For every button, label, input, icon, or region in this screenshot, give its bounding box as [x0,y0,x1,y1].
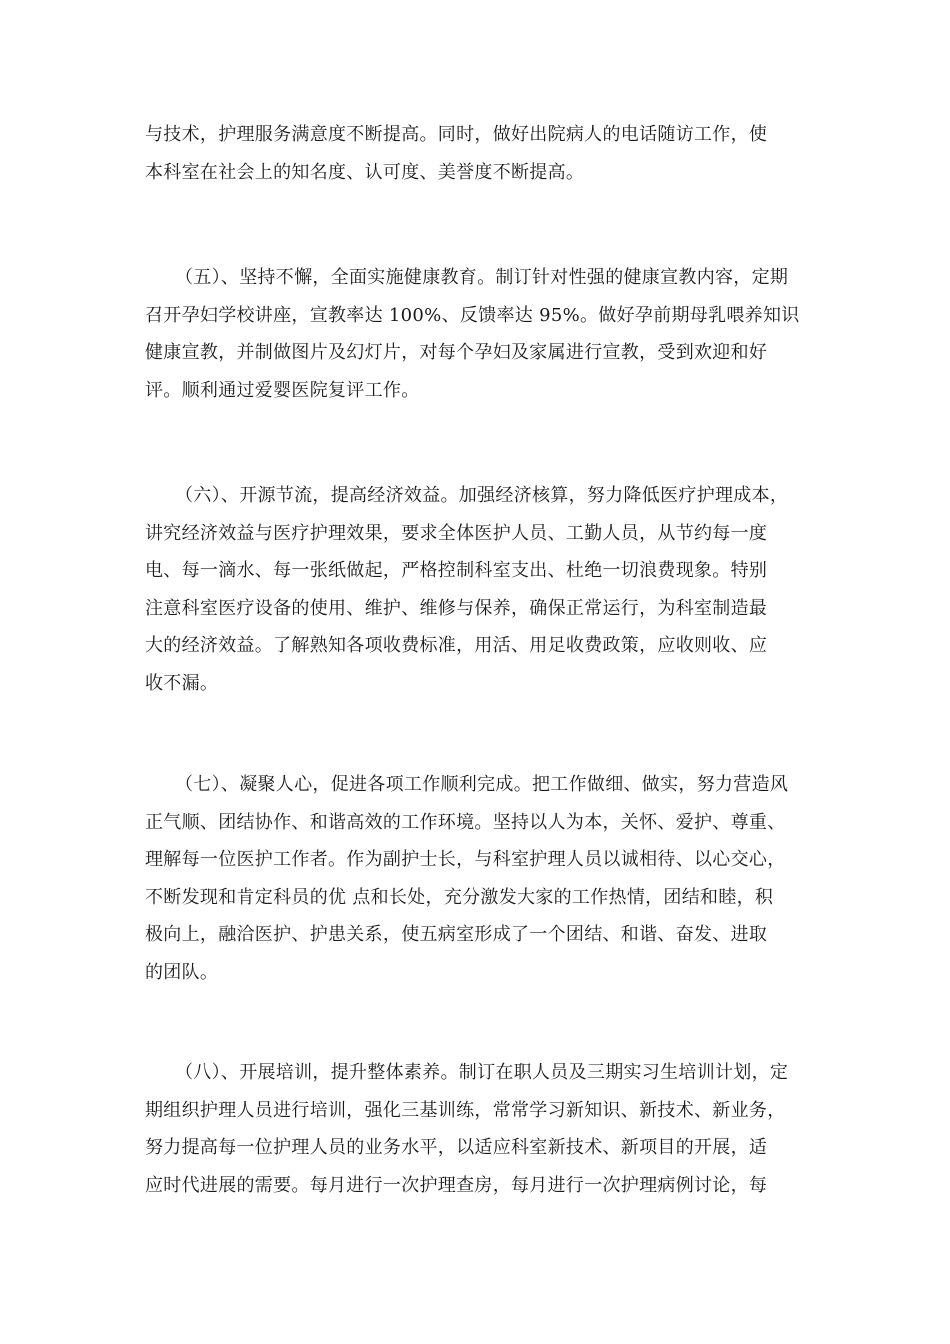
text-line: 与技术，护理服务满意度不断提高。同时，做好出院病人的电话随访工作，使 [145,124,768,145]
text-line: 电、每一滴水、每一张纸做起，严格控制科室支出、杜绝一切浪费现象。特别 [145,560,768,581]
paragraph-six [145,477,810,702]
text-line: （五）、坚持不懈，全面实施健康教育。制订针对性强的健康宣教内容，定期 [175,267,789,288]
text-line: 召开孕妇学校讲座，宣教率达 100%、反馈率达 95%。做好孕前期母乳喂养知识 [145,304,800,326]
text-line: 应时代进展的需要。每月进行一次护理查房，每月进行一次护理病例讨论，每 [145,1174,768,1196]
text-line: 注意科室医疗设备的使用、维护、维修与保养，确保正常运行，为科室制造最 [145,597,768,619]
paragraph-seven [145,766,810,991]
text-line: 极向上，融洽医护、护患关系，使五病室形成了一个团结、和谐、奋发、进取 [145,924,768,945]
paragraph-five [145,259,810,409]
text-line: 大的经济效益。了解熟知各项收费标准，用活、用足收费政策，应收则收、应 [145,635,768,656]
text-line: 健康宣教，并制做图片及幻灯片，对每个孕妇及家属进行宣教，受到欢迎和好 [145,342,768,363]
text-line: 不断发现和肯定科员的优 点和长处，充分激发大家的工作热情，团结和睦，积 [145,886,774,908]
text-line: （七）、凝聚人心，促进各项工作顺利完成。把工作做细、做实，努力营造风 [175,774,789,795]
text-line: 的团队。 [145,961,219,983]
paragraph-eight [145,1054,810,1204]
text-line: 理解每一位医护工作者。作为副护士长，与科室护理人员以诚相待、以心交心， [145,849,786,870]
text-line: 收不漏。 [145,672,219,694]
text-line: 本科室在社会上的知名度、认可度、美誉度不断提高。 [145,161,585,183]
text-line: 讲究经济效益与医疗护理效果，要求全体医护人员、工勤人员，从节约每一度 [145,522,768,544]
text-line: 努力提高每一位护理人员的业务水平，以适应科室新技术、新项目的开展，适 [145,1137,768,1158]
text-line: 期组织护理人员进行培训，强化三基训练，常常学习新知识、新技术、新业务， [145,1099,786,1121]
paragraph-continuation [145,116,810,191]
text-line: （六）、开源节流，提高经济效益。加强经济核算，努力降低医疗护理成本， [175,485,789,506]
text-line: 评。顺利通过爱婴医院复评工作。 [145,379,420,401]
text-line: 正气顺、团结协作、和谐高效的工作环境。坚持以人为本，关怀、爱护、尊重、 [145,811,786,833]
text-line: （八）、开展培训，提升整体素养。制订在职人员及三期实习生培训计划，定 [175,1062,789,1083]
